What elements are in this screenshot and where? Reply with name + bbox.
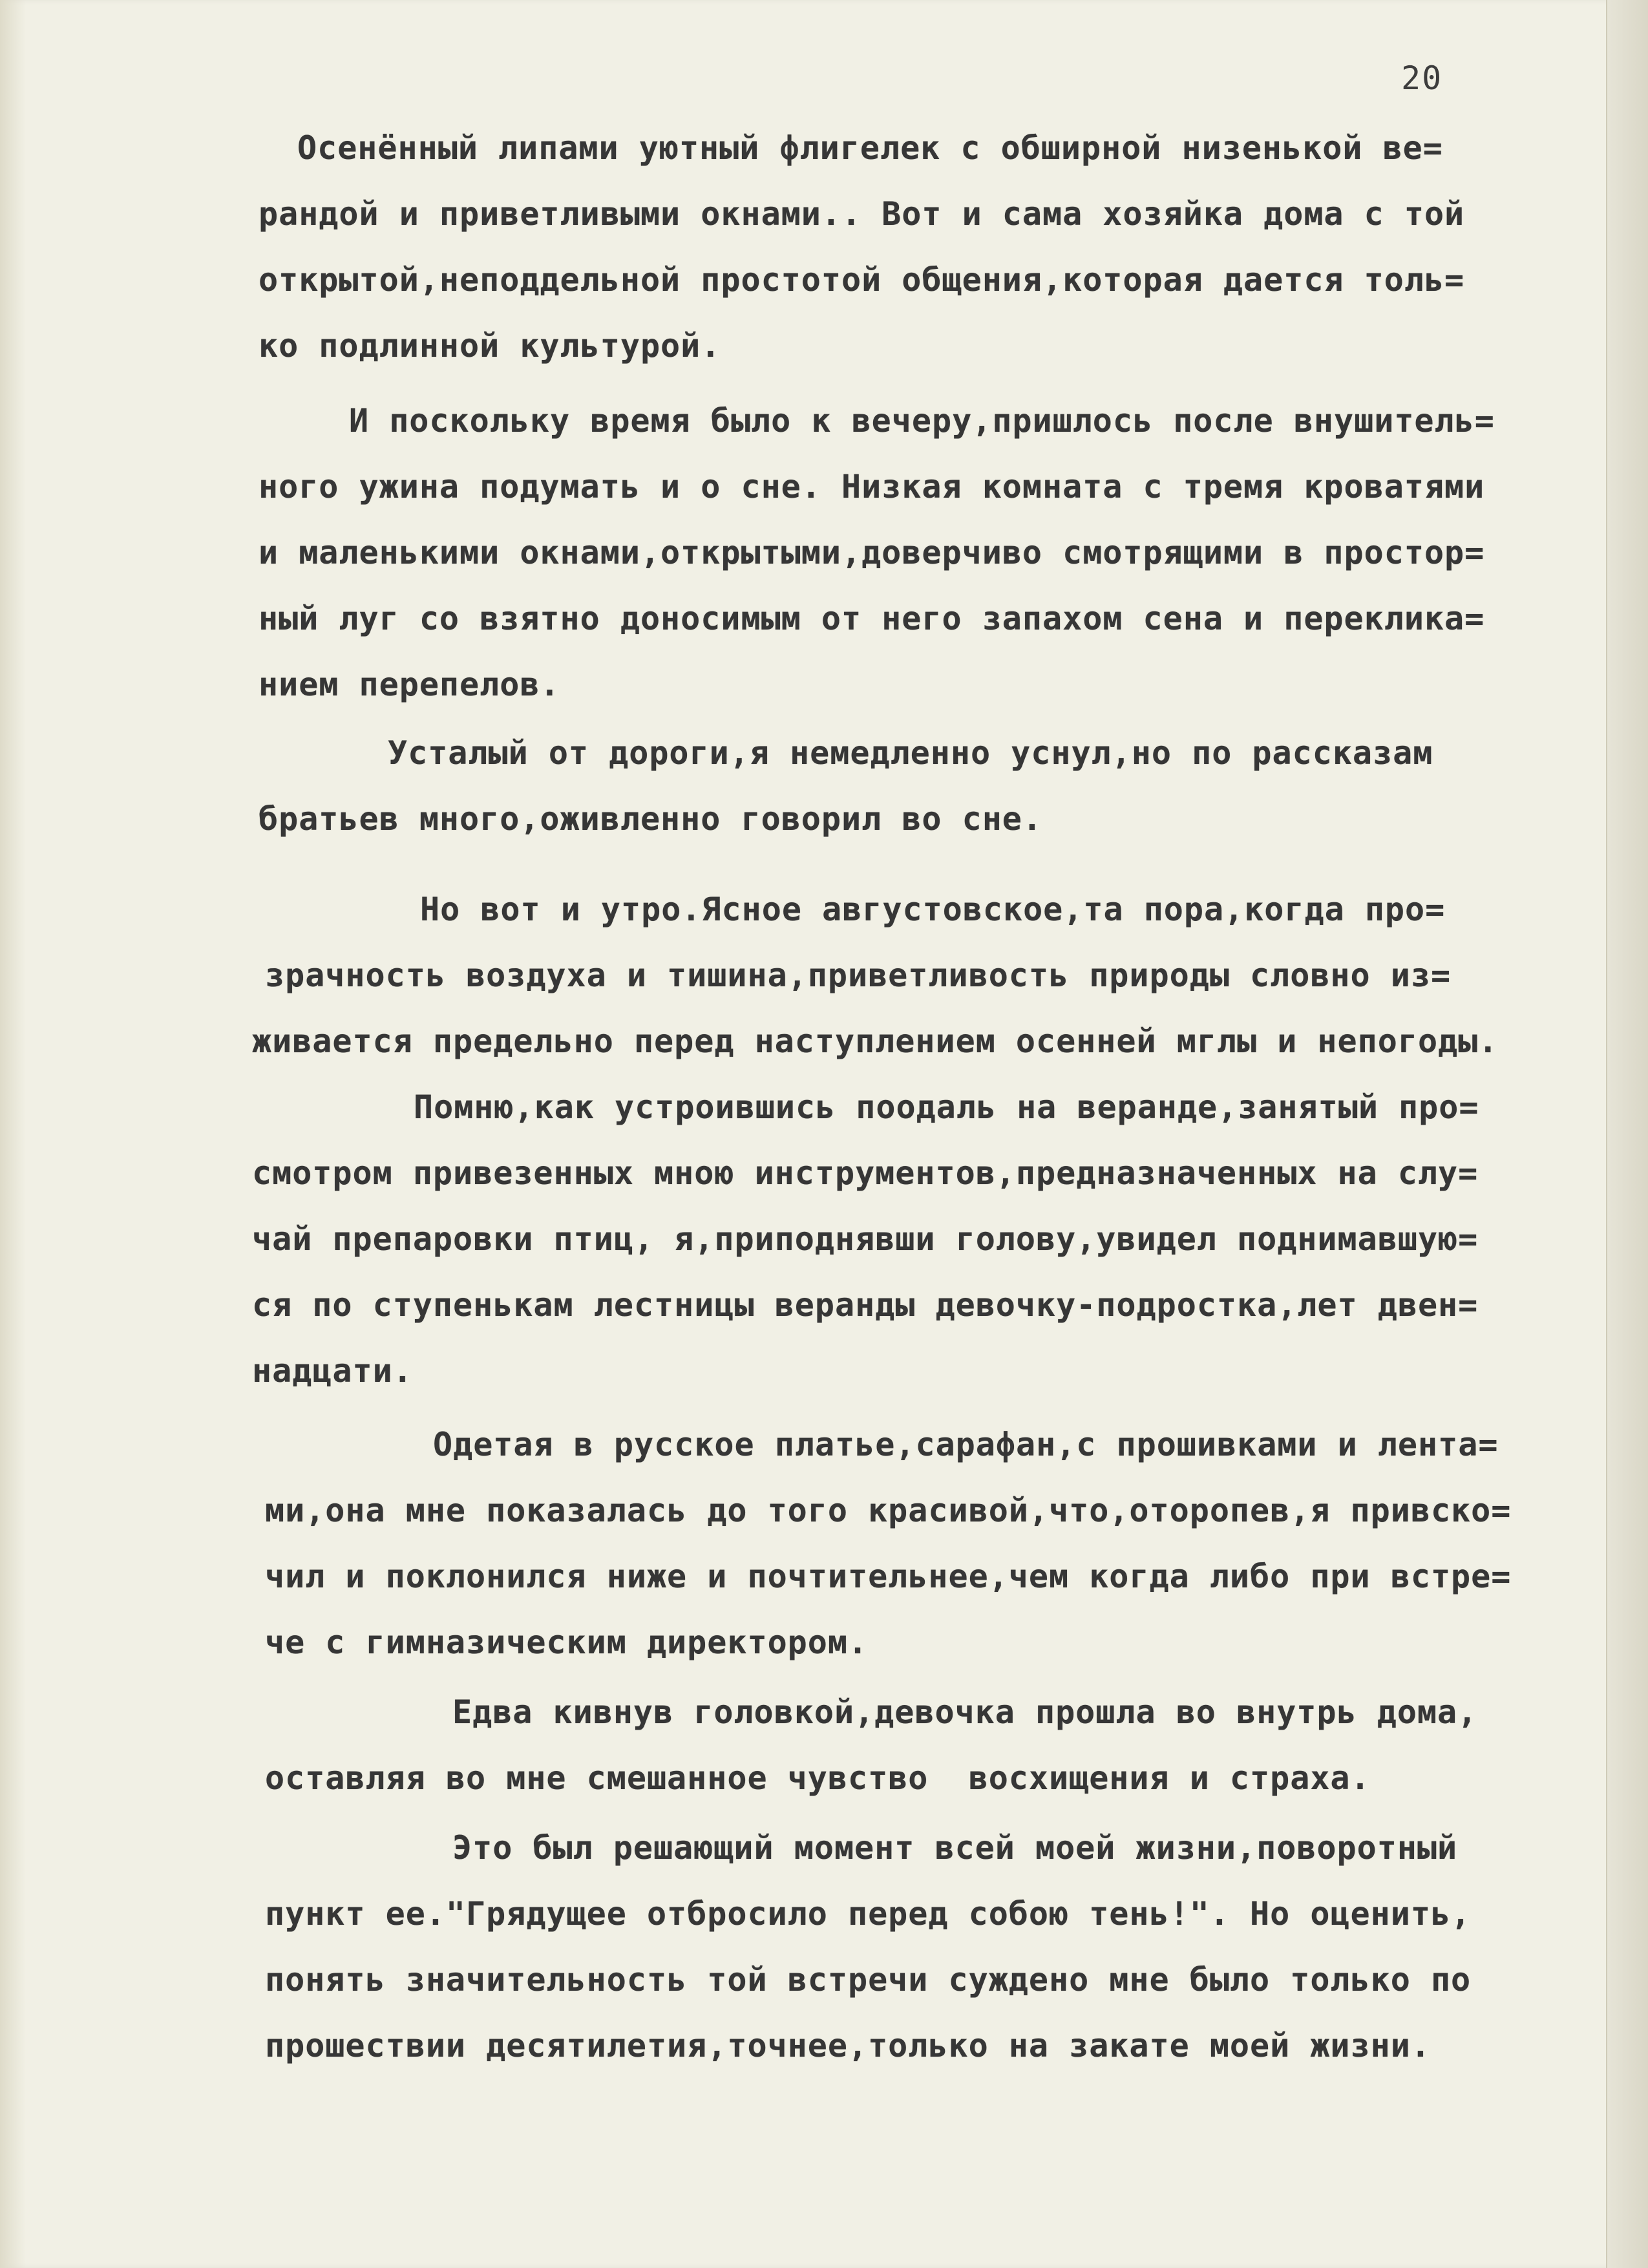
text-line: ко подлинной культурой. (259, 327, 721, 365)
text-line: чай препаровки птиц, я,приподнявши голову,увидел поднимавшую= (252, 1220, 1479, 1258)
text-line: живается предельно перед наступлением осенней мглы и непогоды. (252, 1023, 1499, 1060)
text-line: надцати. (252, 1352, 413, 1390)
text-line: понять значительность той встречи суждено мне было только по (265, 1961, 1472, 1998)
text-line: нием перепелов. (259, 666, 560, 703)
text-line: ный луг со взятно доносимым от него запахом сена и переклика= (259, 600, 1485, 637)
text-line: Это был решающий момент всей моей жизни,поворотный (452, 1829, 1458, 1867)
text-line: И поскольку время было к вечеру,пришлось после внушитель= (349, 402, 1495, 440)
text-line: Одетая в русское платье,сарафан,с прошивками и лента= (433, 1426, 1499, 1463)
text-line: прошествии десятилетия,точнее,только на закате моей жизни. (265, 2027, 1431, 2064)
text-line: пункт ее."Грядущее отбросило перед собою тень!". Но оценить, (265, 1895, 1472, 1933)
text-line: Усталый от дороги,я немедленно уснул,но по рассказам (388, 734, 1433, 772)
text-line: Осенённый липами уютный флигелек с обширной низенькой ве= (297, 129, 1443, 167)
text-line: че с гимназическим директором. (265, 1624, 869, 1661)
text-line: открытой,неподдельной простотой общения,которая дается толь= (259, 261, 1465, 299)
text-line: ся по ступенькам лестницы веранды девочку-подростка,лет двен= (252, 1286, 1479, 1324)
text-line: братьев много,оживленно говорил во сне. (259, 800, 1042, 838)
text-line: ми,она мне показалась до того красивой,что,оторопев,я привско= (265, 1492, 1512, 1529)
text-line: рандой и приветливыми окнами.. Вот и сама хозяйка дома с той (259, 195, 1465, 233)
text-line: Помню,как устроившись поодаль на веранде,занятый про= (414, 1088, 1479, 1126)
text-line: смотром привезенных мною инструментов,предназначенных на слу= (252, 1154, 1479, 1192)
text-line: ного ужина подумать и о сне. Низкая комната с тремя кроватями (259, 468, 1485, 505)
page-number: 20 (1401, 59, 1443, 97)
text-line: Но вот и утро.Ясное августовское,та пора,когда про= (420, 891, 1446, 928)
text-line: Едва кивнув головкой,девочка прошла во внутрь дома, (452, 1693, 1478, 1731)
text-line: и маленькими окнами,открытыми,доверчиво смотрящими в простор= (259, 534, 1485, 571)
text-line: зрачность воздуха и тишина,приветливость природы словно из= (265, 957, 1452, 994)
text-line: чил и поклонился ниже и почтительнее,чем когда либо при встре= (265, 1558, 1512, 1595)
text-line: оставляя во мне смешанное чувство восхищения и страха. (265, 1759, 1371, 1797)
